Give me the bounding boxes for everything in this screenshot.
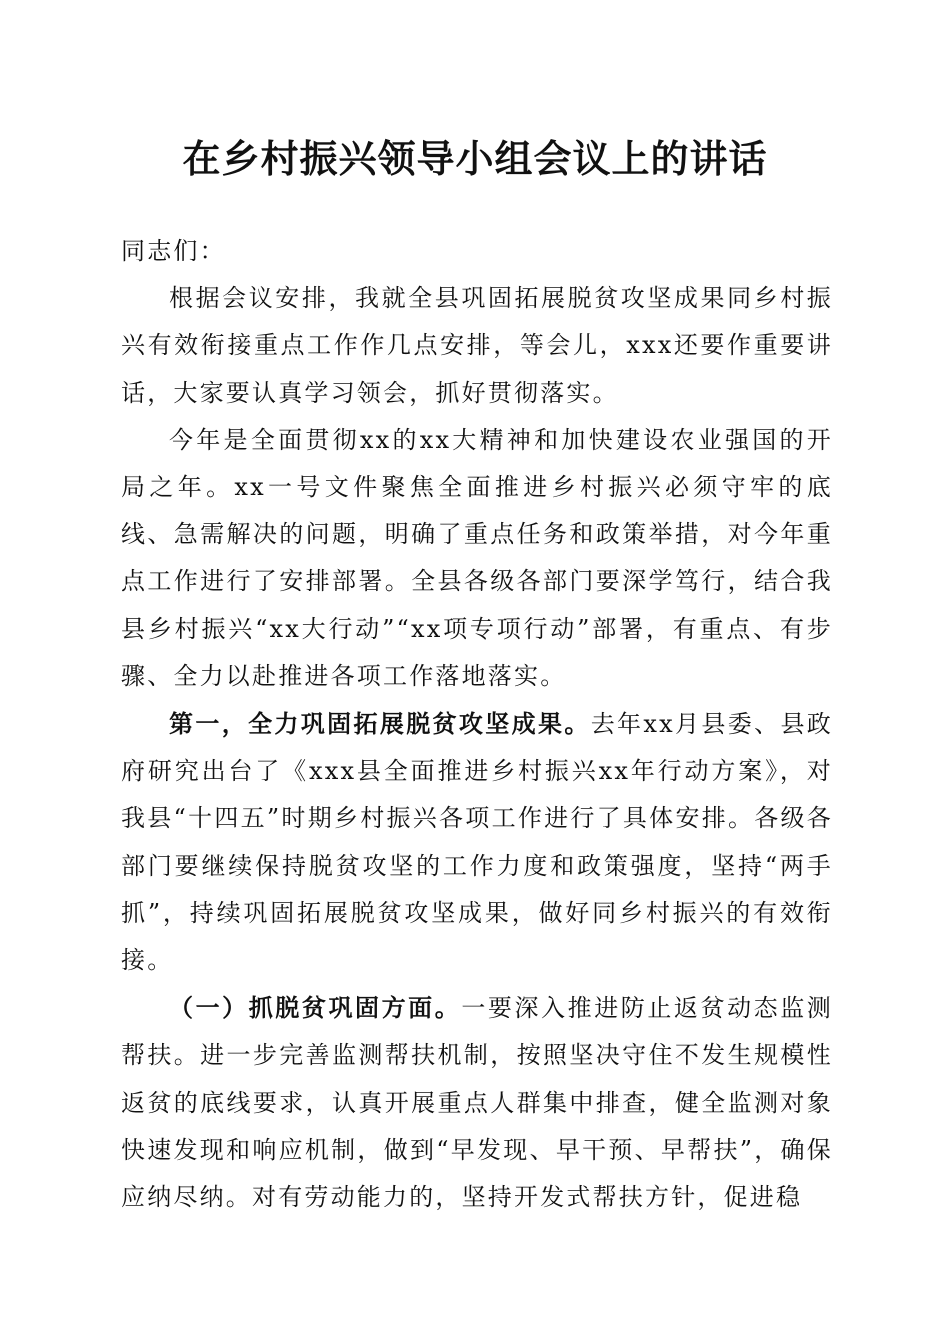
paragraph-1-text: 根据会议安排，我就全县巩固拓展脱贫攻坚成果同乡村振兴有效衔接重点工作作几点安排，等会儿，xxx还要作重要讲话，大家要认真学习领会，抓好贯彻落实。 [121, 284, 833, 407]
paragraph-2-text: 今年是全面贯彻xx的xx大精神和加快建设农业强国的开局之年。xx一号文件聚焦全面推进乡村振兴必须守牢的底线、急需解决的问题，明确了重点任务和政策举措，对今年重点工作进行了安排部署。全县各级各部门要深学笃行，结合我县乡村振兴“xx大行动”“xx项专项行动”部署，有重点、有步骤、全力以赴推进各项工作落地落实。 [121, 425, 833, 690]
document-title: 在乡村振兴领导小组会议上的讲话 [182, 136, 768, 181]
paragraph-4 [121, 984, 833, 1221]
paragraph-3-text: 去年xx月县委、县政府研究出台了《xxx县全面推进乡村振兴xx年行动方案》，对我县“十四五”时期乡村振兴各项工作进行了具体安排。各级各部门要继续保持脱贫攻坚的工作力度和政策强度，坚持“两手抓”，持续巩固拓展脱贫攻坚成果，做好同乡村振兴的有效衔接。 [121, 710, 833, 975]
paragraph-1 [121, 275, 833, 417]
subsection-heading-one: （一）抓脱贫巩固方面。 [169, 993, 462, 1023]
paragraph-4-text: 一要深入推进防止返贫动态监测帮扶。进一步完善监测帮扶机制，按照坚决守住不发生规模性返贫的底线要求，认真开展重点人群集中排查，健全监测对象快速发现和响应机制，做到“早发现、早干预、早帮扶”，确保应纳尽纳。对有劳动能力的，坚持开发式帮扶方针，促进稳 [121, 994, 833, 1212]
section-heading-first: 第一，全力巩固拓展脱贫攻坚成果。 [169, 709, 591, 739]
paragraph-3 [121, 700, 833, 984]
salutation: 同志们： [121, 237, 226, 265]
document-body [121, 228, 833, 1221]
paragraph-2 [121, 417, 833, 700]
